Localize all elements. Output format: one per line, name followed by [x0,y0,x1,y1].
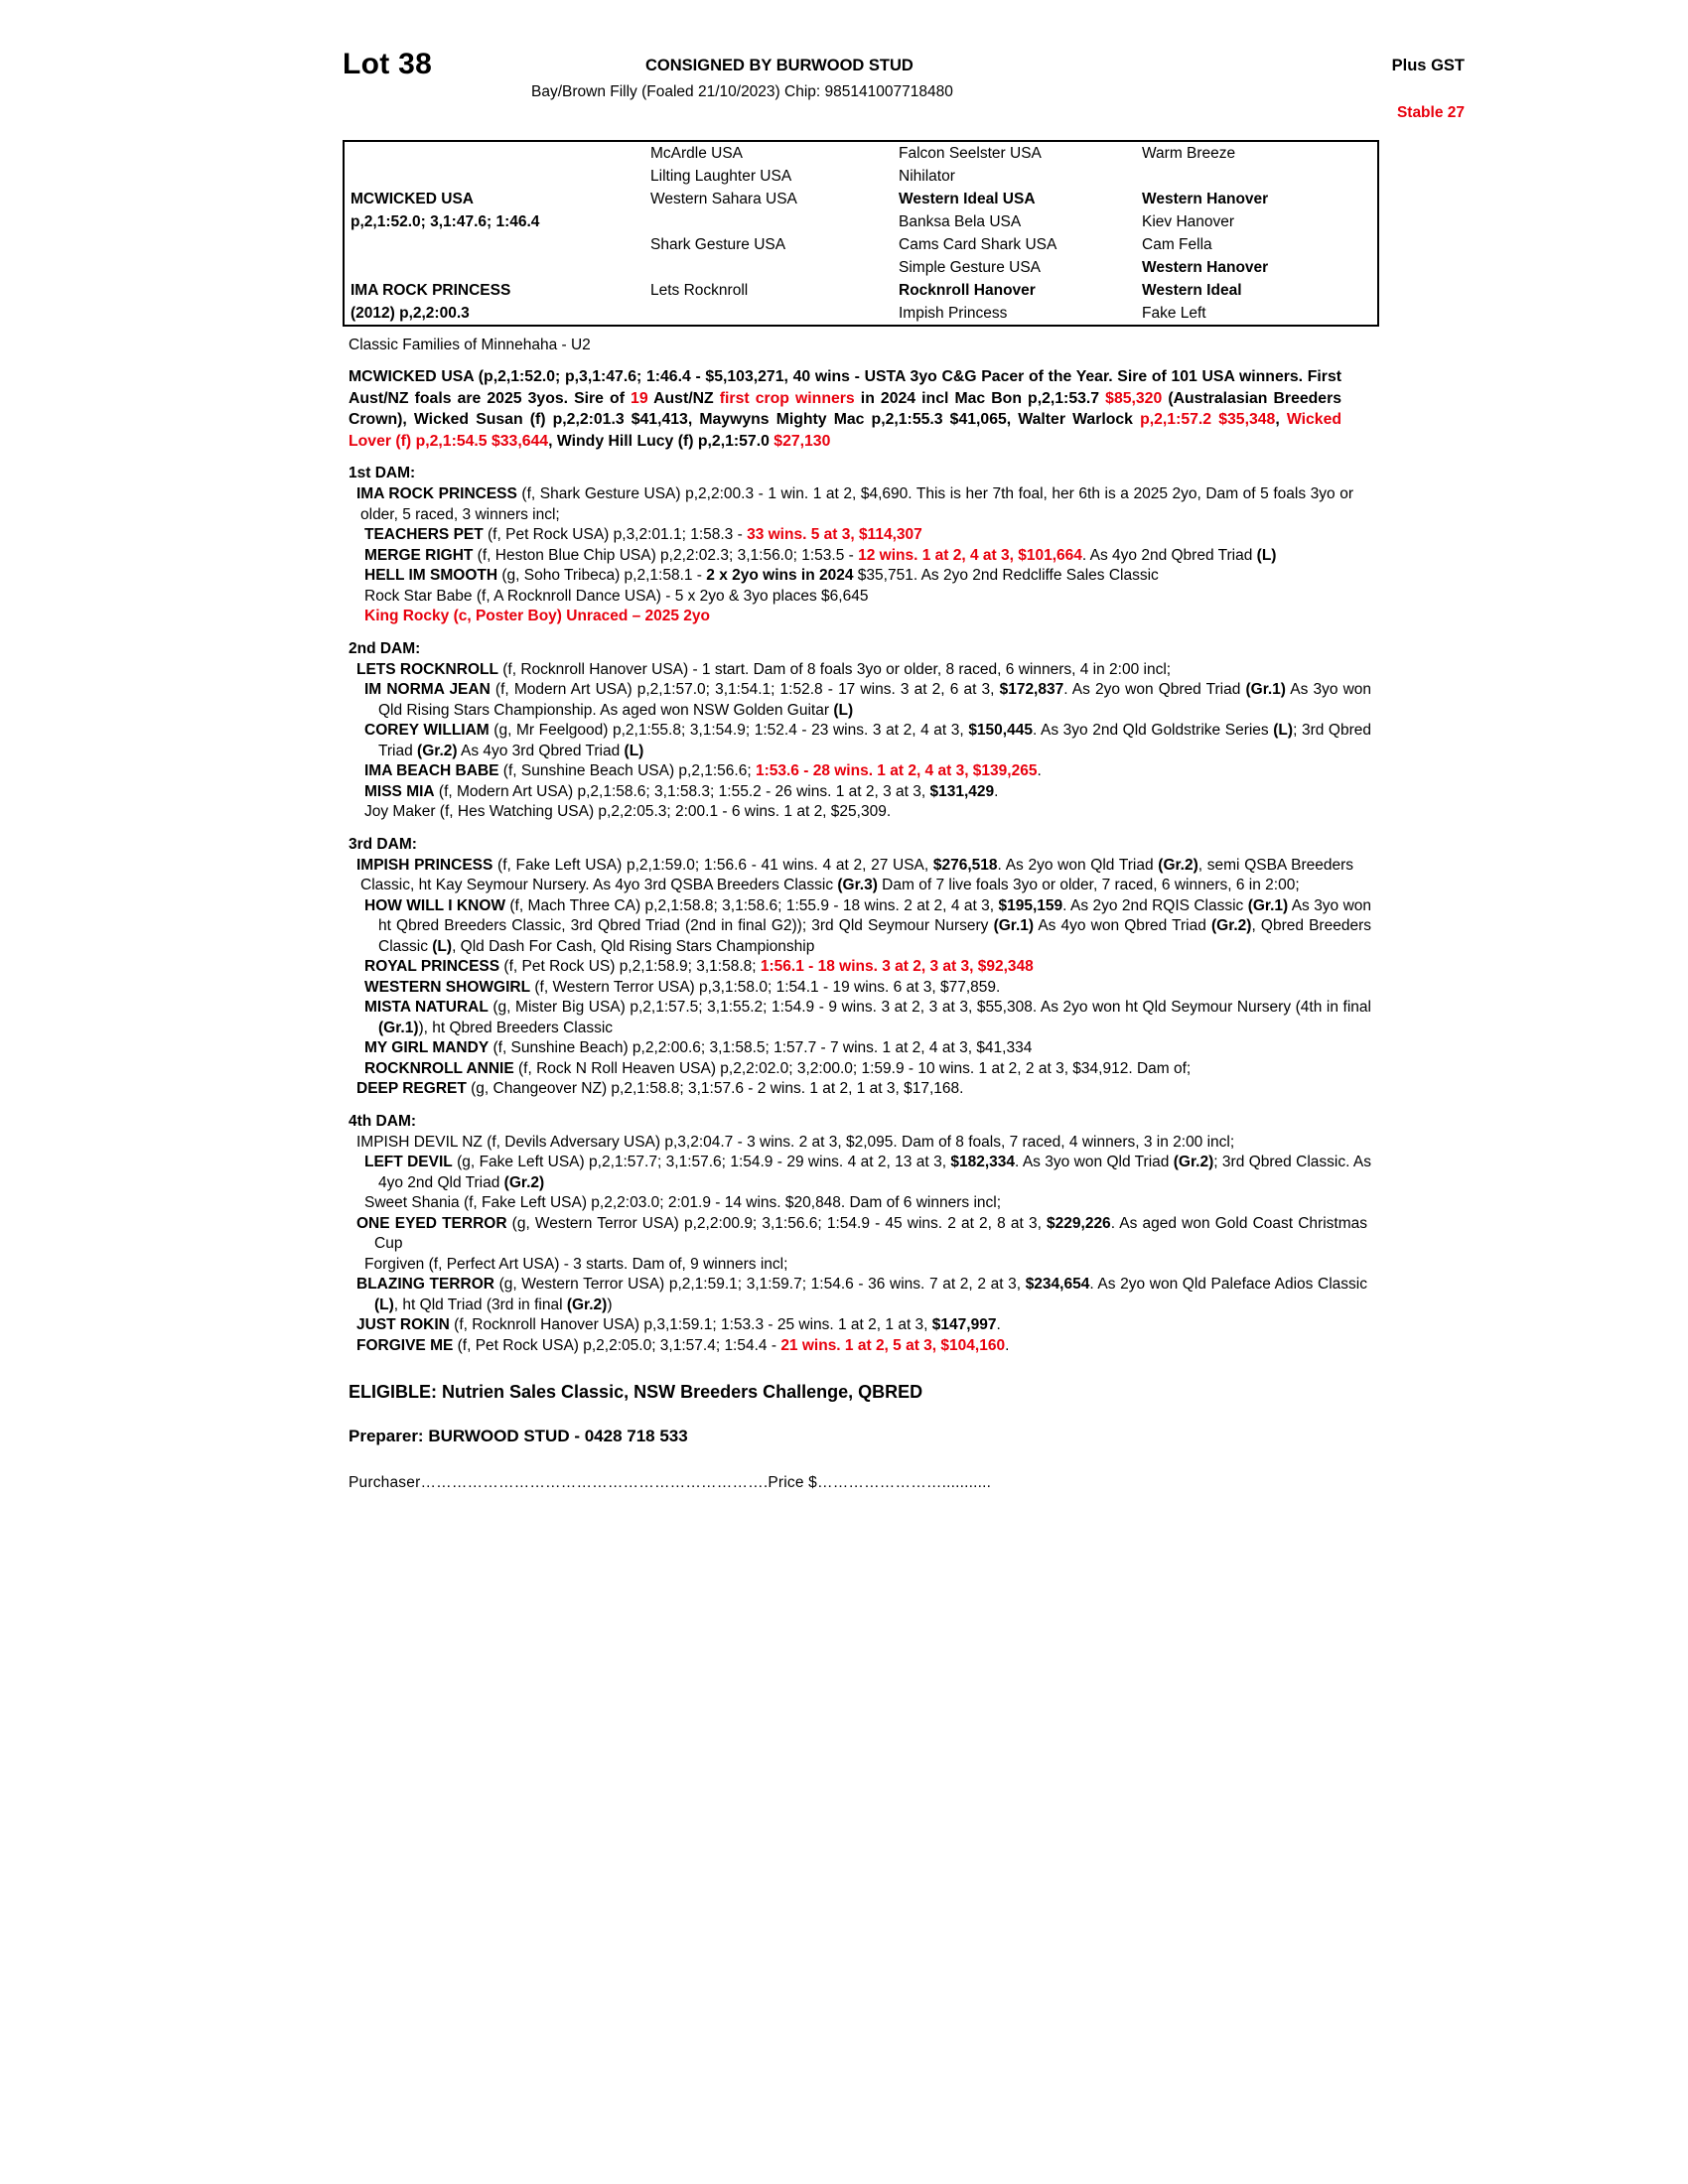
entry-text: $234,654 [1025,1276,1090,1293]
entry-text: (Gr.2) [417,742,458,759]
pedigree-entry [349,761,1371,782]
pedigree-g8: Impish Princess [899,305,1008,322]
entry-text: (g, Western Terror USA) p,2,2:00.9; 3,1:56.6; 1:54.9 - 45 wins. 2 at 2, 8 at 3, [506,1214,1048,1232]
consignor-line: CONSIGNED BY BURWOOD STUD [645,57,914,74]
pedigree-entry [349,1079,1367,1100]
stable-number: Stable 27 [1396,104,1465,121]
entry-text: Forgiven (f, Perfect Art USA) - 3 starts. Dam of, 9 winners incl; [364,1255,788,1273]
entry-text: HELL IM SMOOTH [364,567,498,584]
entry-text: $35,751. As 2yo 2nd Redcliffe Sales Classic [853,567,1159,584]
entry-text: JUST ROKIN [356,1316,450,1333]
entry-text: MY GIRL MANDY [364,1039,490,1056]
entry-text: $150,445 [968,722,1033,739]
entry-text: As 4yo 3rd Qbred Triad [457,742,625,759]
sire-text-r5: Wicked Lover (f) p,2,1:54.5 $33,644 [349,411,1342,450]
entry-text: . [994,782,999,800]
entry-text: ROYAL PRINCESS [364,958,500,975]
animal-description: Bay/Brown Filly (Foaled 21/10/2023) Chip: 985141007718480 [531,83,953,100]
entry-text: (f, Shark Gesture USA) p,2,2:00.3 - 1 win. 1 at 2, $4,690. This is her 7th foal, her 6th is a 2025 2yo, Dam of 5 foals 3yo or older, 5 raced, 3 winners incl; [360,485,1354,523]
entry-text: IMA BEACH BABE [364,762,499,779]
entry-text: (Gr.2) [503,1173,545,1191]
pedigree-dam-block [344,233,644,279]
entry-text: (g, Western Terror USA) p,2,1:59.1; 3,1:59.7; 1:54.6 - 36 wins. 7 at 2, 2 at 3, [493,1276,1026,1293]
entry-text: IM NORMA JEAN [364,681,491,698]
pedigree-entry [349,1255,1371,1276]
entry-text: $147,997 [931,1316,997,1333]
pedigree-entry [349,680,1371,721]
dam-name: IMA ROCK PRINCESS [351,282,511,299]
sire-text-r4: p,2,1:57.2 $35,348 [1140,411,1276,428]
purchaser-line: Purchaser………………………………………………………….Price $……………………........... [349,1474,992,1491]
dam-record: (2012) p,2,2:00.3 [351,305,470,322]
pedigree-table [343,140,1379,327]
entry-text: As 4yo won Qbred Triad [1034,917,1211,934]
pedigree-dam-dam: Lets Rocknroll [650,282,749,299]
entry-text: MISTA NATURAL [364,999,489,1016]
entry-text: . [1037,762,1042,779]
entry-text: MERGE RIGHT [364,546,474,564]
plus-gst-label: Plus GST [1391,57,1465,74]
entry-text: (Gr.1) [1247,896,1289,914]
pedigree-gg4: Kiev Hanover [1142,213,1235,230]
pedigree-gg3: Western Hanover [1142,191,1269,207]
entry-text: IMPISH DEVIL NZ (f, Devils Adversary USA) p,3,2:04.7 - 3 wins. 2 at 3, $2,095. Dam of 8 foals, 7 raced, 4 winners, 3 in 2:00 incl; [356,1133,1235,1151]
pedigree-entry [349,587,1371,608]
entry-text: (f, Modern Art USA) p,2,1:58.6; 3,1:58.3; 1:55.2 - 26 wins. 1 at 2, 3 at 3, [434,782,930,800]
entry-text: ; 3rd Qbred Triad [378,722,1372,759]
entry-text: (f, Mach Three CA) p,2,1:58.8; 3,1:58.6; 1:55.9 - 18 wins. 2 at 2, 4 at 3, [505,896,999,914]
sire-text-r6: $27,130 [774,432,831,450]
entry-text: (Gr.2) [1210,917,1252,934]
pedigree-gg5: Cam Fella [1142,236,1212,253]
pedigree-entry [349,978,1371,999]
pedigree-entry [349,802,1371,823]
pedigree-entry [349,1193,1371,1214]
entry-text: (f, Modern Art USA) p,2,1:57.0; 3,1:54.1; 1:52.8 - 17 wins. 3 at 2, 6 at 3, [490,681,1000,698]
entry-text: ), ht Qbred Breeders Classic [418,1019,614,1036]
entry-text: BLAZING TERROR [356,1276,494,1293]
entry-text: As 3yo won Qld Rising Stars Championship. As aged won NSW Golden Guitar [378,681,1372,719]
table-row [344,141,1378,165]
classic-families-line: Classic Families of Minnehaha - U2 [349,337,591,353]
pedigree-entry [349,546,1371,567]
entry-text: . [996,1316,1001,1333]
entry-text: . [1005,1336,1010,1354]
entry-text: (f, Fake Left USA) p,2,1:59.0; 1:56.6 - 41 wins. 4 at 2, 27 USA, [492,856,933,874]
pedigree-entry [349,998,1371,1038]
pedigree-entry [349,1315,1367,1336]
pedigree-g7: Rocknroll Hanover [899,282,1036,299]
entry-text: (f, Rocknroll Hanover USA) - 1 start. Dam of 8 foals 3yo or older, 8 raced, 6 winners, 4 in 2:00 incl; [497,660,1172,678]
eligible-line: ELIGIBLE: Nutrien Sales Classic, NSW Breeders Challenge, QBRED [349,1382,923,1402]
sire-text-r2: first crop winners [719,389,855,407]
entry-text: (f, Rock N Roll Heaven USA) p,2,2:02.0; 3,2:00.0; 1:59.9 - 10 wins. 1 at 2, 2 at 3, $34,912. Dam of; [513,1059,1192,1077]
entry-text: DEEP REGRET [356,1080,467,1097]
pedigree-g2: Lilting Laughter USA [650,168,792,185]
entry-text: (f, Heston Blue Chip USA) p,2,2:02.3; 3,1:56.0; 1:53.5 - [473,546,859,564]
pedigree-sire-block [344,141,644,188]
entry-text: , semi QSBA Breeders Classic, ht Kay Seymour Nursery. As 4yo 3rd QSBA Breeders Classic [360,856,1354,893]
pedigree-entry [349,957,1371,978]
entry-text: ; 3rd Qbred Classic. As 4yo 2nd Qld Triad [378,1154,1371,1191]
entry-text: . As 3yo won Qld Triad [1015,1154,1174,1170]
entry-text: (Gr.1) [993,917,1035,934]
entry-text: . As 2yo won Qbred Triad [1063,681,1246,698]
entry-text: HOW WILL I KNOW [364,896,506,914]
entry-text: FORGIVE ME [356,1336,454,1354]
entry-text: (g, Soho Tribeca) p,2,1:58.1 - [497,567,707,584]
entry-text: $182,334 [950,1154,1016,1170]
entry-text: (f, Sunshine Beach USA) p,2,1:56.6; [498,762,756,779]
pedigree-sire-dam: Western Sahara USA [650,191,797,207]
preparer-line: Preparer: BURWOOD STUD - 0428 718 533 [349,1427,688,1445]
entry-text: ) [607,1296,613,1313]
pedigree-sire-sire: McArdle USA [650,145,744,162]
entry-text: (f, Pet Rock USA) p,3,2:01.1; 1:58.3 - [483,526,748,543]
entry-text: 1:56.1 - 18 wins. 3 at 2, 3 at 3, $92,348 [760,958,1034,975]
pedigree-entry [349,484,1353,525]
pedigree-entry [349,1059,1371,1080]
entry-text: (Gr.1) [378,1019,419,1036]
entry-text: Rock Star Babe (f, A Rocknroll Dance USA) - 5 x 2yo & 3yo places $6,645 [364,587,869,605]
sire-name: MCWICKED USA [351,191,474,207]
entry-text: (Gr.2) [566,1296,608,1313]
entry-text: (f, Rocknroll Hanover USA) p,3,1:59.1; 1:53.3 - 25 wins. 1 at 2, 1 at 3, [449,1316,932,1333]
entry-text: . As 3yo 2nd Qld Goldstrike Series [1032,722,1274,739]
pedigree-entry [349,525,1371,546]
entry-text: (f, Pet Rock US) p,2,1:58.9; 3,1:58.8; [499,958,761,975]
entry-text: (Gr.3) [837,877,878,893]
pedigree-gg1: Warm Breeze [1142,145,1236,162]
entry-text: $172,837 [999,681,1064,698]
sire-text-4: (Australasian Breeders Crown), Wicked Susan (f) p,2,2:01.3 $41,413, Maywyns Mighty Mac p,2,1:55.3 $41,065, Walter Warlock [349,389,1342,428]
entry-text: (L) [624,742,644,759]
dam-heading: 1st DAM: [349,465,416,481]
table-row [344,188,1378,210]
entry-text: 2 x 2yo wins in 2024 [706,567,854,584]
pedigree-entry [349,856,1353,896]
sire-text-2: Aust/NZ [647,389,720,407]
entry-text: (L) [432,937,453,955]
pedigree-g3: Western Ideal USA [899,191,1036,207]
entry-text: 1:53.6 - 28 wins. 1 at 2, 4 at 3, $139,265 [755,762,1038,779]
entry-text: (g, Fake Left USA) p,2,1:57.7; 3,1:57.6; 1:54.9 - 29 wins. 4 at 2, 13 at 3, [452,1154,951,1170]
entry-text: COREY WILLIAM [364,722,490,739]
entry-text: (g, Mister Big USA) p,2,1:57.5; 3,1:55.2; 1:54.9 - 9 wins. 3 at 2, 3 at 3, $55,308. As 2yo won ht Qld Seymour Nursery (4th in final [488,999,1371,1016]
pedigree-gg7: Western Ideal [1142,282,1242,299]
entry-text: (f, Pet Rock USA) p,2,2:05.0; 3,1:57.4; 1:54.4 - [453,1336,781,1354]
pedigree-entry [349,566,1371,587]
entry-text: (Gr.1) [1245,681,1286,698]
entry-text: MISS MIA [364,782,435,800]
pedigree-entry [349,607,1371,627]
pedigree-entry [349,896,1371,958]
entry-text: (L) [1273,722,1294,739]
entry-text: , Qld Dash For Cash, Qld Rising Stars Championship [452,937,815,955]
entry-text: IMPISH PRINCESS [356,856,493,874]
entry-text: $229,226 [1047,1214,1111,1232]
pedigree-entry [349,1214,1367,1255]
entry-text: . As 2yo won Qld Triad [997,856,1159,874]
sire-text-3: in 2024 incl Mac Bon p,2,1:53.7 [854,389,1106,407]
sire-text-1: MCWICKED USA (p,2,1:52.0; p,3,1:47.6; 1:46.4 - $5,103,271, 40 wins - USTA 3yo C&G Pacer of the Year. Sire of 101 USA winners. First Aust/NZ foals are 2025 3yos. Sire of [349,368,1341,407]
sire-text-r3: $85,320 [1105,389,1163,407]
table-row [344,279,1378,302]
pedigree-dam-sire: Shark Gesture USA [650,236,786,253]
entry-text: (L) [1256,546,1277,564]
dam-sections [343,465,1489,1356]
entry-text: (L) [833,701,854,719]
pedigree-entry [349,1336,1367,1357]
entry-text: , Qbred Breeders Classic [378,917,1371,955]
entry-text: . As 2yo 2nd RQIS Classic [1062,896,1248,914]
pedigree-entry [349,1038,1371,1059]
entry-text: Sweet Shania (f, Fake Left USA) p,2,2:03.0; 2:01.9 - 14 wins. $20,848. Dam of 6 winners incl; [364,1194,1002,1211]
pedigree-gg2: Nihilator [899,168,955,185]
pedigree-entry [349,1275,1367,1315]
dam-heading: 3rd DAM: [349,835,417,853]
pedigree-entry [349,721,1371,761]
pedigree-g5: Cams Card Shark USA [899,236,1057,253]
entry-text: TEACHERS PET [364,526,484,543]
entry-text: IMA ROCK PRINCESS [356,485,517,502]
entry-text: 33 wins. 5 at 3, $114,307 [747,526,922,543]
dam-heading: 2nd DAM: [349,639,421,657]
pedigree-g1: Falcon Seelster USA [899,145,1042,162]
entry-text: $131,429 [929,782,995,800]
lot-number: Lot 38 [343,48,433,80]
entry-text: , ht Qld Triad (3rd in final [393,1296,567,1313]
entry-text: ROCKNROLL ANNIE [364,1059,514,1077]
entry-text: . As aged won Gold Coast Christmas Cup [374,1214,1367,1252]
entry-text: LEFT DEVIL [364,1154,453,1170]
entry-text: (Gr.2) [1158,856,1198,874]
entry-text: Dam of 7 live foals 3yo or older, 7 raced, 6 winners, 6 in 2:00; [877,877,1300,893]
pedigree-gg6: Western Hanover [1142,259,1269,276]
entry-text: $195,159 [998,896,1063,914]
entry-text: (Gr.2) [1173,1154,1214,1170]
entry-text: (g, Changeover NZ) p,2,1:58.8; 3,1:57.6 - 2 wins. 1 at 2, 1 at 3, $17,168. [466,1080,964,1097]
entry-text: $276,518 [932,856,998,874]
entry-text: As 3yo won ht Qbred Breeders Classic, 3rd Qbred Triad (2nd in final G2)); 3rd Qld Seymour Nursery [378,896,1372,934]
entry-text: WESTERN SHOWGIRL [364,978,531,996]
pedigree-entry [349,1133,1353,1154]
dam-heading: 4th DAM: [349,1112,417,1130]
entry-text: (g, Mr Feelgood) p,2,1:55.8; 3,1:54.9; 1:52.4 - 23 wins. 3 at 2, 4 at 3, [489,722,969,739]
entry-text: 12 wins. 1 at 2, 4 at 3, $101,664 [858,546,1082,564]
pedigree-g4: Banksa Bela USA [899,213,1022,230]
entry-text: ONE EYED TERROR [356,1214,507,1232]
sire-text-6: , Windy Hill Lucy (f) p,2,1:57.0 [548,432,774,450]
entry-text: (L) [374,1296,394,1313]
pedigree-entry [349,1153,1371,1193]
entry-text: Joy Maker (f, Hes Watching USA) p,2,2:05.3; 2:00.1 - 6 wins. 1 at 2, $25,309. [364,803,892,820]
pedigree-gg8: Fake Left [1142,305,1206,322]
entry-text: (f, Western Terror USA) p,3,1:58.0; 1:54.1 - 19 wins. 6 at 3, $77,859. [530,978,1001,996]
entry-text: (f, Sunshine Beach) p,2,2:00.6; 3,1:58.5; 1:57.7 - 7 wins. 1 at 2, 4 at 3, $41,334 [489,1039,1033,1056]
entry-text: . As 2yo won Qld Paleface Adios Classic [1089,1276,1367,1293]
entry-text: 21 wins. 1 at 2, 5 at 3, $104,160 [780,1336,1006,1354]
entry-text: LETS ROCKNROLL [356,660,498,678]
pedigree-entry [349,660,1353,681]
sire-paragraph [349,366,1341,452]
sire-text-r1: 19 [631,389,648,407]
sire-text-5: , [1275,411,1287,428]
page-header [343,40,1489,134]
pedigree-g6: Simple Gesture USA [899,259,1041,276]
entry-text: . As 4yo 2nd Qbred Triad [1081,546,1257,564]
entry-text: King Rocky (c, Poster Boy) Unraced – 2025 2yo [364,608,711,624]
pedigree-entry [349,782,1371,803]
sire-record: p,2,1:52.0; 3,1:47.6; 1:46.4 [351,213,540,230]
table-row [344,233,1378,256]
